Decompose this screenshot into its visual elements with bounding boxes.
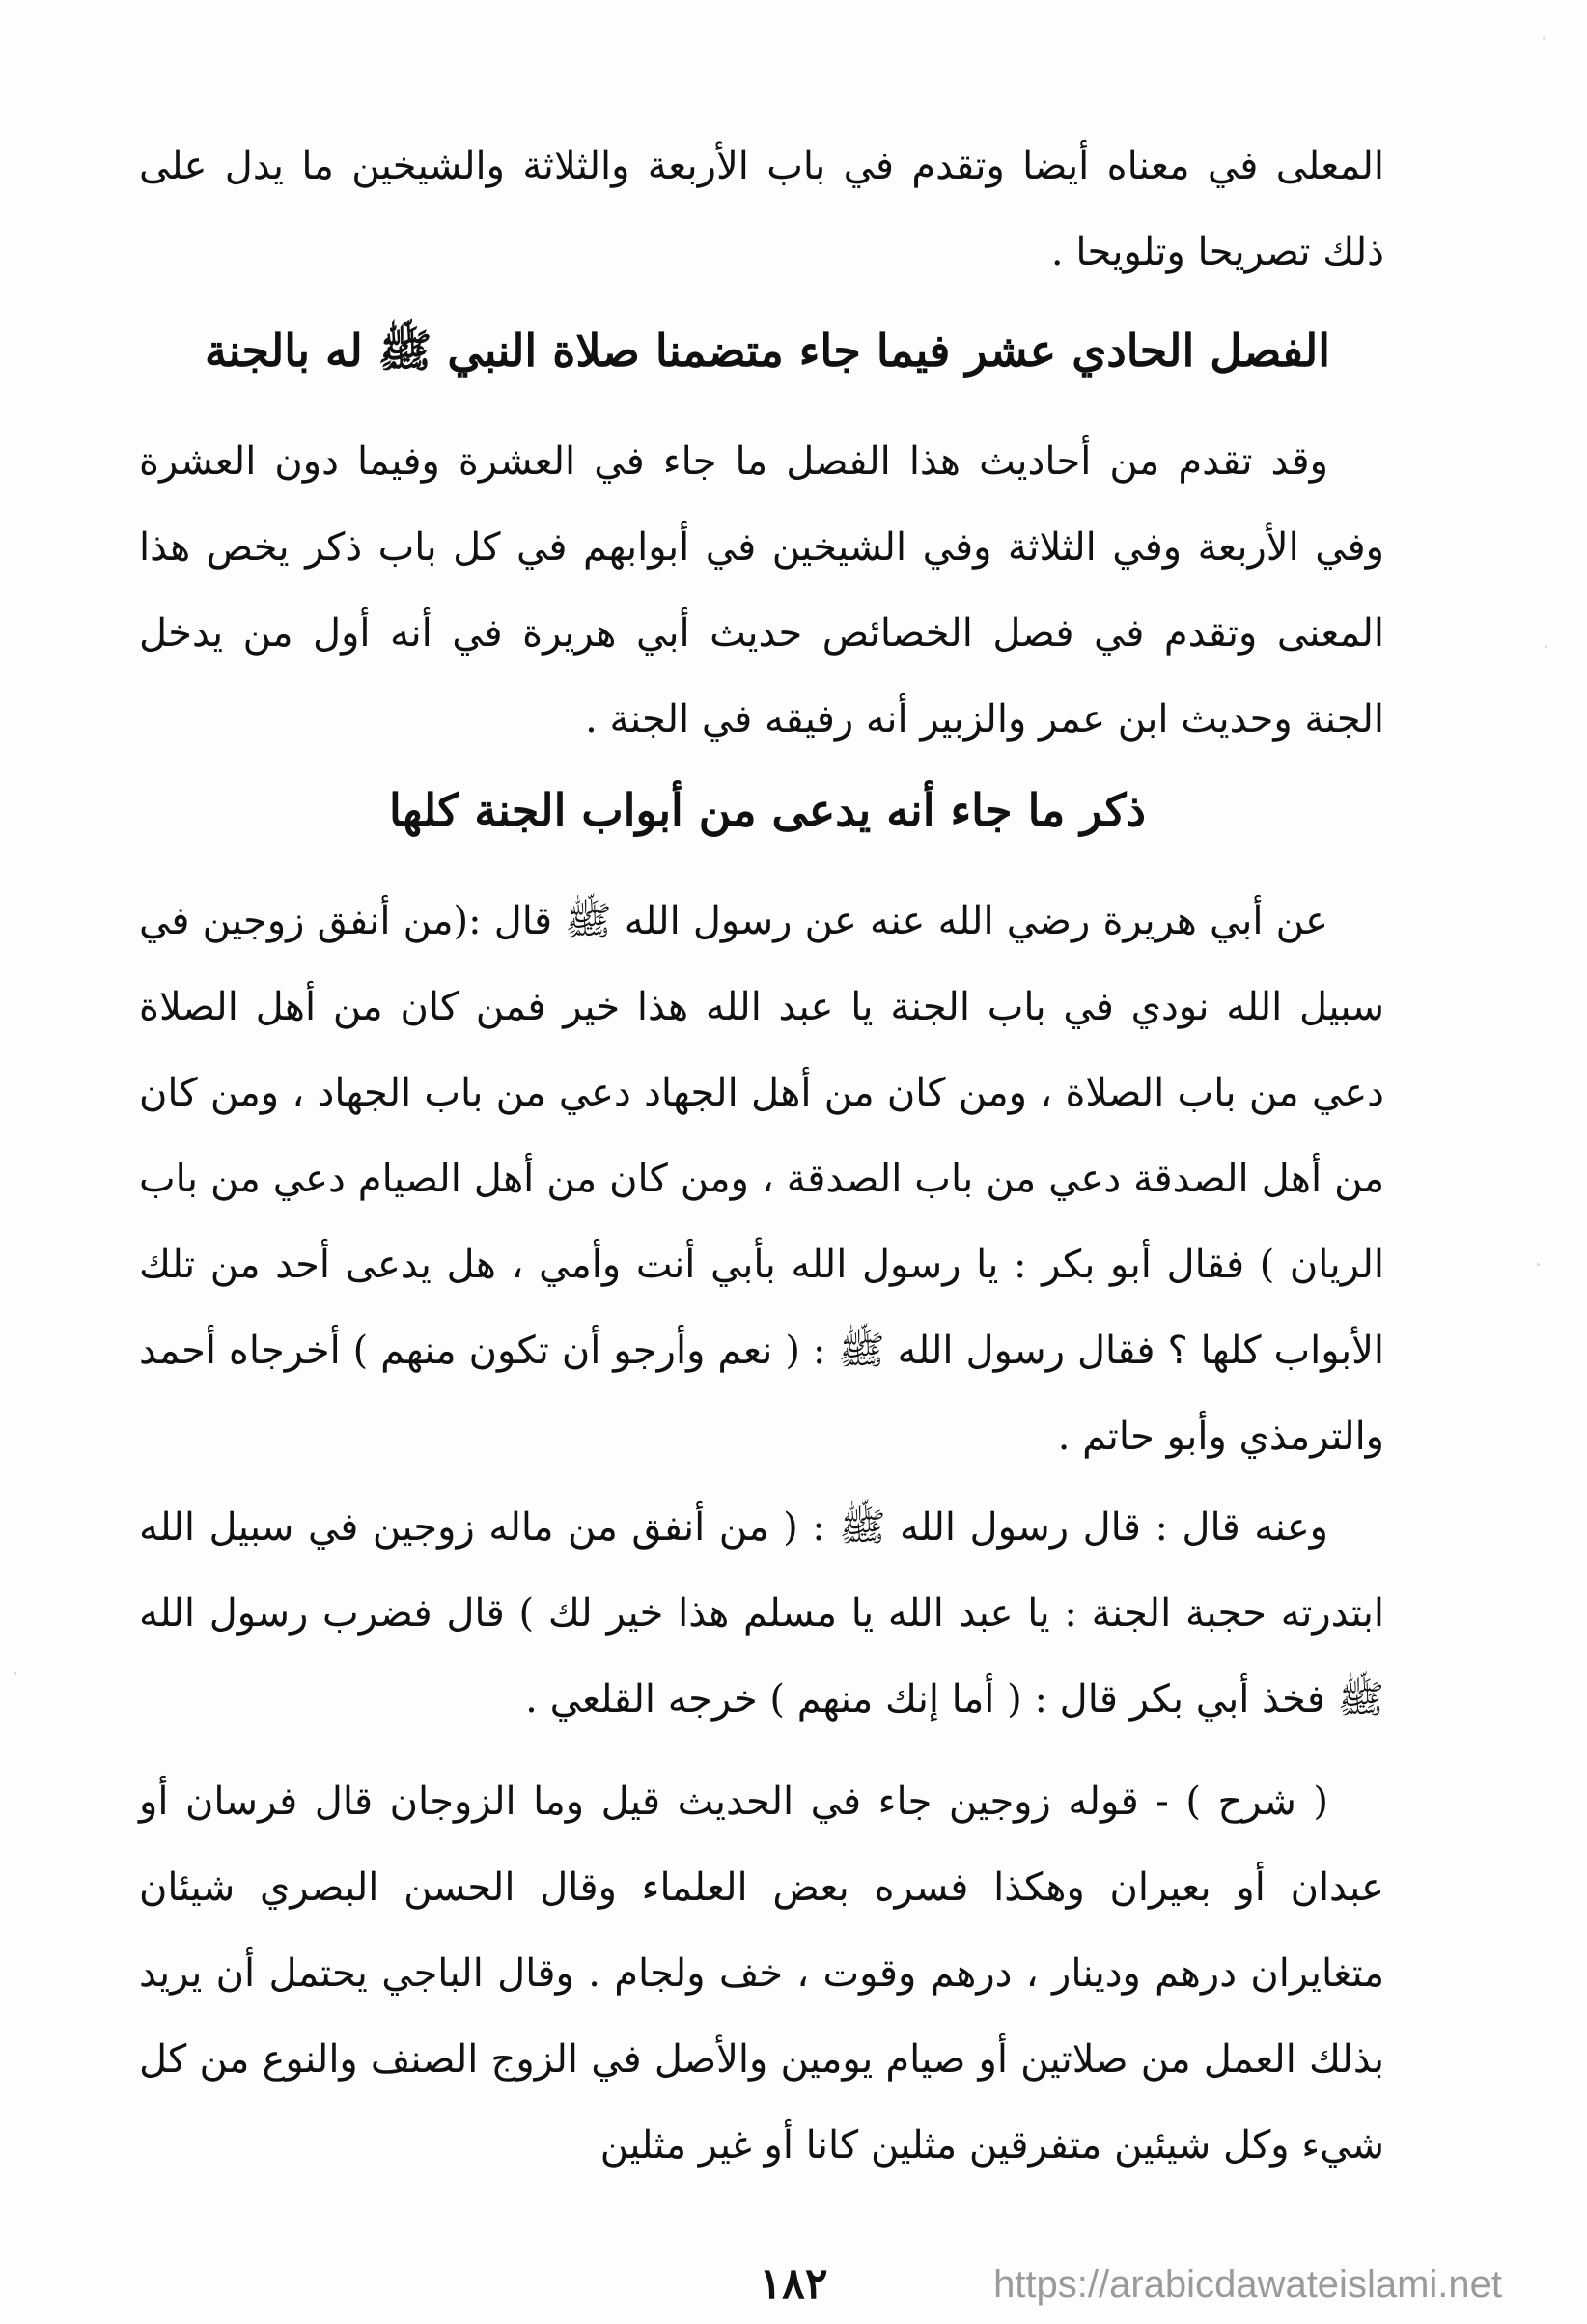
paragraph-commentary: ( شرح ) - قوله زوجين جاء في الحديث قيل وما الزوجان قال فرسان أو عبدان أو بعيران وهكذا فسره بعض العلماء وقال الحسن البصري شيئان متغايران درهم ودينار ، درهم وقوت ، خف ولجام . وقال الباجي يحتمل أن يريد بذلك العمل من صلاتين أو صيام يومين والأصل في الزوج الصنف والنوع من كل شيء وكل شيئين متفرقين مثلين كانا أو غير مثلين	[139, 1779, 1384, 2168]
page-number: ١٨٢	[759, 2259, 828, 2309]
watermark-url: https://arabicdawateislami.net	[993, 2263, 1502, 2306]
scan-speck	[1537, 1263, 1540, 1266]
paragraph-hadith-abu-hurayra: عن أبي هريرة رضي الله عنه عن رسول الله ﷺ قال :(من أنفق زوجين في سبيل الله نودي في باب الجنة يا عبد الله هذا خير فمن كان من أهل الصلاة دعي من باب الصلاة ، ومن كان من أهل الجهاد دعي من باب الجهاد ، ومن كان من أهل الصدقة دعي من باب الصدقة ، ومن كان من أهل الصيام دعي من باب الريان ) فقال أبو بكر : يا رسول الله بأبي أنت وأمي ، هل يدعى أحد من تلك الأبواب كلها ؟ فقال رسول الله ﷺ : ( نعم وأرجو أن تكون منهم ) أخرجاه أحمد والترمذي وأبو حاتم .	[139, 899, 1384, 1459]
paragraph-continuation: المعلى في معناه أيضا وتقدم في باب الأربعة والثلاثة والشيخين ما يدل على ذلك تصريحا وتلويحا .	[139, 144, 1384, 274]
scan-speck	[1545, 645, 1547, 648]
scan-speck	[14, 1672, 16, 1675]
section-heading: ذكر ما جاء أنه يدعى من أبواب الجنة كلها	[388, 784, 1147, 836]
paragraph-hadith-second: وعنه قال : قال رسول الله ﷺ : ( من أنفق من ماله زوجين في سبيل الله ابتدرته حجبة الجنة : يا عبد الله يا مسلم هذا خير لك ) قال فضرب رسول الله ﷺ فخذ أبي بكر قال : ( أما إنك منهم ) خرجه القلعي .	[139, 1505, 1384, 1722]
scan-speck	[1543, 37, 1545, 40]
chapter-heading: الفصل الحادي عشر فيما جاء متضمنا صلاة النبي ﷺ له بالجنة	[204, 324, 1331, 377]
paragraph-chapter-intro: وقد تقدم من أحاديث هذا الفصل ما جاء في العشرة وفيما دون العشرة وفي الأربعة وفي الثلاثة وفي الشيخين في أبوابهم في كل باب ذكر يخص هذا المعنى وتقدم في فصل الخصائص حديث أبي هريرة في أنه أول من يدخل الجنة وحديث ابن عمر والزبير أنه رفيقه في الجنة .	[139, 439, 1384, 742]
